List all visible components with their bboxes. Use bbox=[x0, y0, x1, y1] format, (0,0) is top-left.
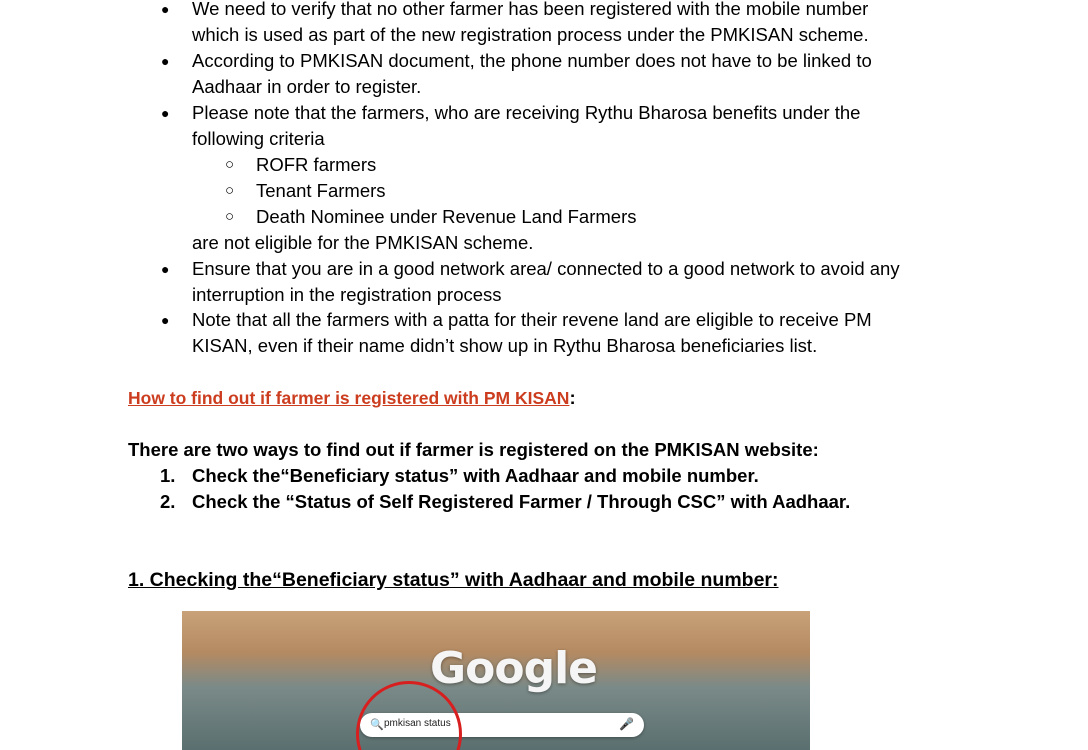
bullet-text: which is used as part of the new registration process under the PMKISAN scheme. bbox=[192, 24, 869, 45]
bullet-dot: ● bbox=[161, 1, 170, 17]
pm-kisan-registration-link[interactable]: How to find out if farmer is registered with PM KISAN bbox=[128, 388, 570, 408]
link-colon: : bbox=[569, 387, 576, 408]
section-heading: 1. Checking the“Beneficiary status” with Aadhaar and mobile number: bbox=[128, 569, 779, 591]
search-query: pmkisan status bbox=[384, 718, 451, 729]
mic-icon[interactable]: 🎤 bbox=[619, 717, 634, 731]
ways-intro: There are two ways to find out if farmer is registered on the PMKISAN website: bbox=[128, 439, 819, 460]
bullet-text: Please note that the farmers, who are receiving Rythu Bharosa benefits under the bbox=[192, 102, 861, 123]
list-number: 2. bbox=[160, 491, 176, 512]
bullet-text: Aadhaar in order to register. bbox=[192, 76, 422, 97]
criteria-tail: are not eligible for the PMKISAN scheme. bbox=[192, 232, 534, 253]
bullet-text: According to PMKISAN document, the phone number does not have to be linked to bbox=[192, 50, 872, 71]
way-item: Check the “Status of Self Registered Farmer / Through CSC” with Aadhaar. bbox=[192, 491, 851, 512]
bullet-dot: ● bbox=[161, 312, 170, 328]
bullet-dot: ● bbox=[161, 261, 170, 277]
criteria-item: Tenant Farmers bbox=[256, 180, 386, 201]
bullet-dot: ● bbox=[161, 53, 170, 69]
sub-bullet-circle: ○ bbox=[225, 182, 235, 199]
search-icon: 🔍 bbox=[370, 719, 384, 731]
bullet-text: We need to verify that no other farmer has been registered with the mobile number bbox=[192, 0, 869, 19]
google-logo: Google bbox=[430, 643, 597, 694]
bullet-text: KISAN, even if their name didn’t show up in Rythu Bharosa beneficiaries list. bbox=[192, 335, 818, 356]
bullet-text: Ensure that you are in a good network area/ connected to a good network to avoid any bbox=[192, 258, 900, 279]
bullet-dot: ● bbox=[161, 105, 170, 121]
list-number: 1. bbox=[160, 465, 176, 486]
criteria-item: ROFR farmers bbox=[256, 154, 377, 175]
bullet-text: following criteria bbox=[192, 128, 325, 149]
bullet-text: interruption in the registration process bbox=[192, 284, 502, 305]
sub-bullet-circle: ○ bbox=[225, 156, 235, 173]
registration-check-line bbox=[128, 385, 576, 411]
sub-bullet-circle: ○ bbox=[225, 208, 235, 225]
criteria-item: Death Nominee under Revenue Land Farmers bbox=[256, 206, 637, 227]
bullet-text: Note that all the farmers with a patta for their revene land are eligible to receive PM bbox=[192, 309, 872, 330]
google-search-screenshot bbox=[182, 611, 810, 750]
way-item: Check the“Beneficiary status” with Aadhaar and mobile number. bbox=[192, 465, 759, 486]
